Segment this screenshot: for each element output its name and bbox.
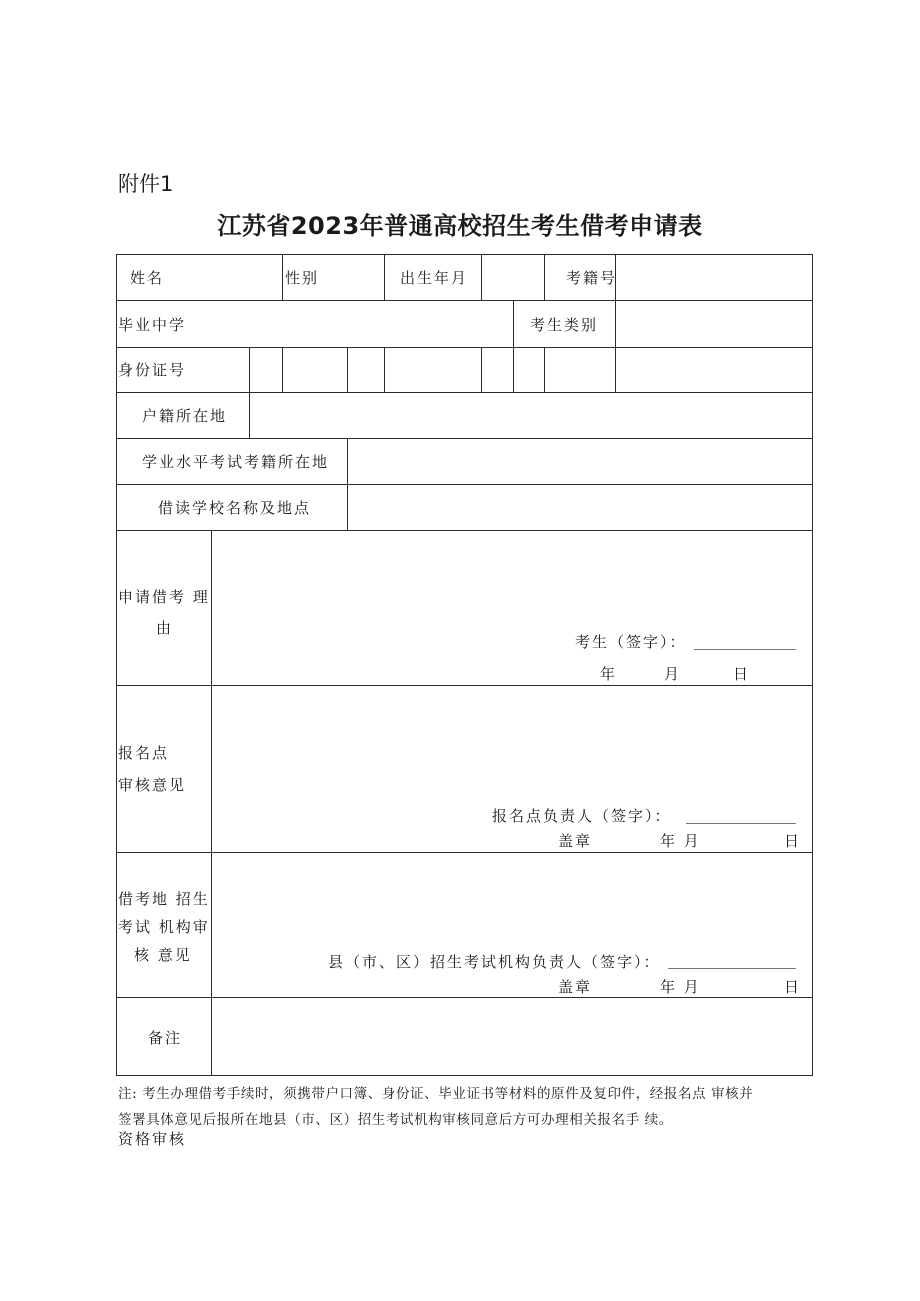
- col-divider: [544, 347, 545, 393]
- borrow-year-month: 年 月: [660, 978, 701, 996]
- reason-month: 月: [664, 665, 682, 683]
- label-birth: 出生年月: [400, 269, 469, 287]
- col-divider: [615, 347, 616, 393]
- col-divider: [282, 254, 283, 301]
- row-divider: [116, 530, 813, 531]
- footnote-line-1: 注: 考生办理借考手续时，须携带户口簿、身份证、毕业证书等材料的原件及复印件，经报名点 审核并: [118, 1086, 754, 1102]
- label-graduate-school: 毕业中学: [118, 316, 187, 334]
- reason-day: 日: [733, 665, 751, 683]
- borrow-signature-label: 县（市、区）招生考试机构负责人（签字）：: [328, 953, 661, 971]
- qualification-review-heading: 资格审核: [118, 1130, 187, 1148]
- col-divider: [249, 392, 250, 439]
- col-divider: [249, 347, 250, 393]
- label-borrow-review-cont: 考试 机构审: [118, 918, 210, 936]
- review-signature-label: 报名点负责人（签字）：: [492, 807, 672, 825]
- label-candidate-category: 考生类别: [530, 316, 599, 334]
- label-exam-reg-number: 考籍号: [566, 269, 618, 287]
- col-divider: [347, 438, 348, 531]
- col-divider: [481, 254, 482, 301]
- row-divider: [116, 392, 813, 393]
- review-year-month: 年 月: [660, 832, 701, 850]
- col-divider: [544, 254, 545, 301]
- annex-label: 附件1: [118, 172, 174, 196]
- col-divider: [384, 254, 385, 301]
- page-title: 江苏省2023年普通高校招生考生借考申请表: [217, 212, 703, 240]
- col-divider: [481, 347, 482, 393]
- label-gender: 性别: [285, 269, 320, 287]
- row-divider: [116, 438, 813, 439]
- col-divider: [347, 347, 348, 393]
- row-divider: [116, 997, 813, 998]
- row-divider: [116, 347, 813, 348]
- col-divider: [282, 347, 283, 393]
- footnote: [118, 1081, 818, 1133]
- row-divider: [116, 852, 813, 853]
- borrow-day: 日: [784, 978, 802, 996]
- row-divider: [116, 685, 813, 686]
- label-review-cont: 审核意见: [118, 776, 187, 794]
- label-xueye-exam-location: 学业水平考试考籍所在地: [142, 453, 330, 471]
- table-border-bottom: [116, 1075, 813, 1076]
- table-border-top: [116, 254, 813, 255]
- label-remark: 备注: [148, 1029, 183, 1047]
- borrow-signature-line[interactable]: [668, 968, 796, 969]
- label-review: 报名点: [118, 744, 170, 762]
- review-seal: 盖章: [558, 832, 593, 850]
- col-divider: [615, 300, 616, 348]
- col-divider: [384, 347, 385, 393]
- col-divider: [513, 300, 514, 348]
- row-divider: [116, 300, 813, 301]
- candidate-signature-line[interactable]: [694, 649, 796, 650]
- table-border-right: [812, 254, 813, 1076]
- label-borrow-school: 借读学校名称及地点: [158, 499, 312, 517]
- review-day: 日: [784, 832, 802, 850]
- table-border-left: [116, 254, 117, 1076]
- label-borrow-review-cont2: 核 意见: [134, 946, 192, 964]
- col-divider: [513, 347, 514, 393]
- reason-year: 年: [600, 665, 618, 683]
- label-borrow-review: 借考地 招生: [118, 890, 210, 908]
- label-id-number: 身份证号: [118, 361, 187, 379]
- footnote-line-2: 签署具体意见后报所在地县（市、区）招生考试机构审核同意后方可办理相关报名手 续。: [118, 1112, 673, 1128]
- review-signature-line[interactable]: [686, 823, 796, 824]
- label-name: 姓名: [130, 269, 165, 287]
- label-reason-cont: 由: [156, 619, 174, 637]
- label-reason: 申请借考 理: [118, 588, 210, 606]
- label-hukou-location: 户籍所在地: [142, 407, 228, 425]
- col-divider: [211, 530, 212, 1076]
- candidate-signature-label: 考生（签字）：: [575, 633, 687, 651]
- borrow-seal: 盖章: [558, 978, 593, 996]
- row-divider: [116, 484, 813, 485]
